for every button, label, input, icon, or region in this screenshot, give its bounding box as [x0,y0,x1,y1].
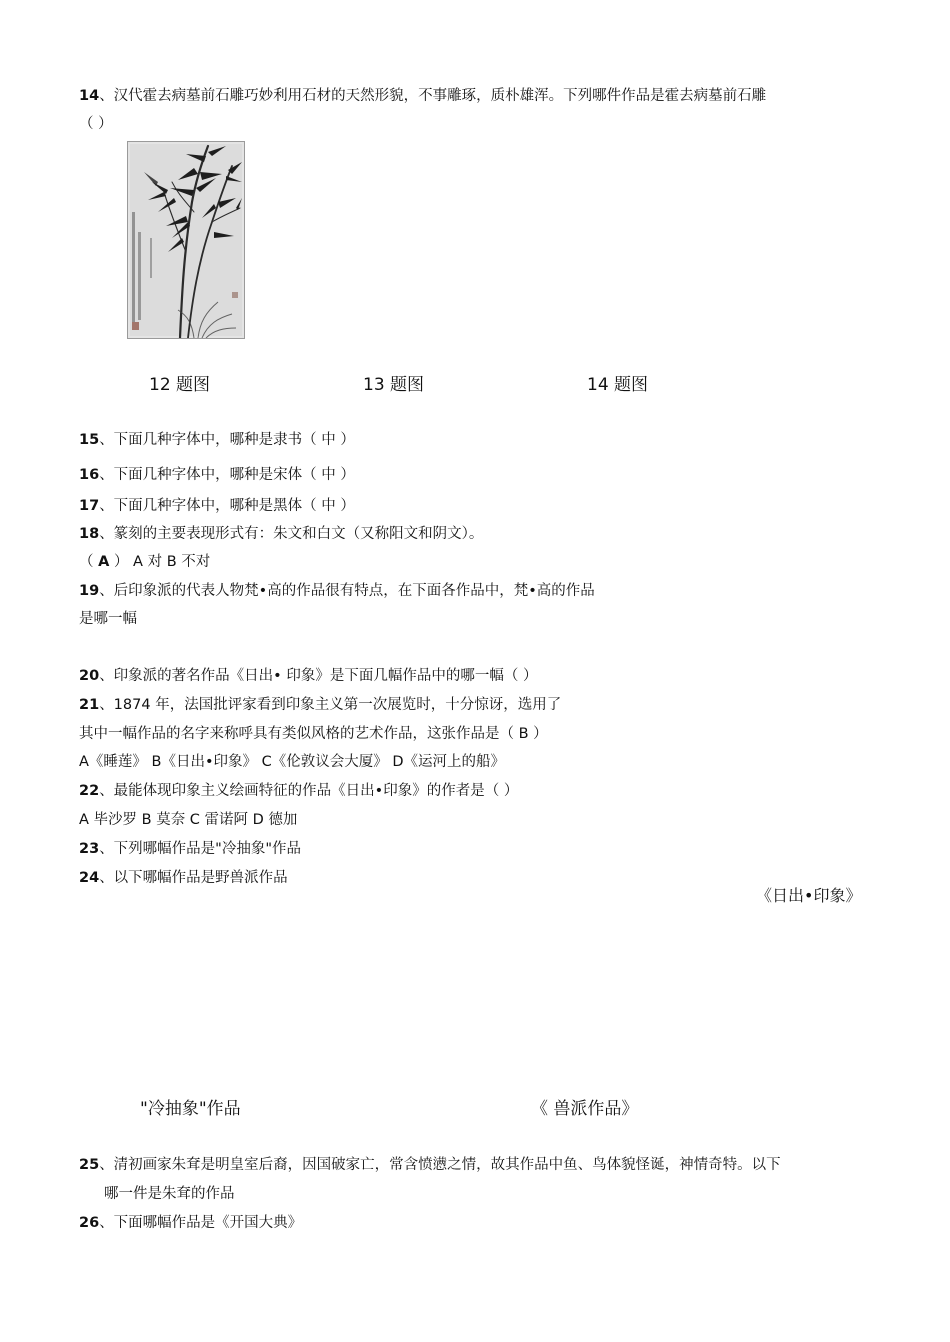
question-22 [79,781,518,801]
caption-figure-14: 14 题图 [587,375,649,395]
question-19-line2: 是哪一幅 [79,611,137,627]
question-17 [79,496,355,516]
question-number: 17 [79,498,100,514]
question-21-line2: 其中一幅作品的名字来称呼具有类似风格的艺术作品，这张作品是（ B ） [79,726,548,742]
question-text: 、最能体现印象主义绘画特征的作品《日出•印象》的作者是（ ） [99,783,519,799]
question-text: 、下列哪幅作品是"冷抽象"作品 [99,841,302,857]
question-20 [79,666,537,686]
question-text: 、1874 年，法国批评家看到印象主义第一次展览时，十分惊讶，选用了 [99,697,562,713]
question-22-options: A 毕沙罗 B 莫奈 C 雷诺阿 D 德加 [79,812,298,828]
question-text: 、下面几种字体中，哪种是隶书（ 中 ） [99,432,355,448]
question-25 [79,1155,781,1175]
question-21 [79,695,561,715]
question-number: 25 [79,1157,100,1173]
question-text: 、以下哪幅作品是野兽派作品 [99,870,288,886]
question-number: 21 [79,697,100,713]
caption-sunrise-impression: 《日出•印象》 [756,886,862,905]
caption-cold-abstract: "冷抽象"作品 [140,1099,241,1119]
question-number: 18 [79,526,100,542]
question-text: 、下面哪幅作品是《开国大典》 [99,1215,303,1231]
question-number: 19 [79,583,100,599]
question-text: 、下面几种字体中，哪种是黑体（ 中 ） [99,498,355,514]
question-18 [79,524,483,544]
answer-options: ） A 对 B 不对 [109,554,211,570]
question-text: 、清初画家朱耷是明皇室后裔，因国破家亡，常含愤懑之情，故其作品中鱼、鸟体貌怪诞，神情奇特。以下 [99,1157,781,1173]
question-26 [79,1213,302,1233]
caption-figure-12: 12 题图 [149,375,211,395]
question-number: 15 [79,432,100,448]
question-23 [79,839,301,859]
question-number: 16 [79,467,100,483]
question-text: 、下面几种字体中，哪种是宋体（ 中 ） [99,467,355,483]
bamboo-ink-painting-image [127,141,245,339]
question-number: 23 [79,841,100,857]
question-19 [79,581,595,601]
question-18-options [79,552,210,572]
question-14 [79,86,766,106]
question-number: 20 [79,668,100,684]
question-text: 、篆刻的主要表现形式有：朱文和白文（又称阳文和阴文）。 [99,526,484,542]
question-text: 、汉代霍去病墓前石雕巧妙利用石材的天然形貌，不事雕琢，质朴雄浑。下列哪件作品是霍去病墓前石雕 [99,88,767,104]
question-number: 26 [79,1215,100,1231]
question-text: 、印象派的著名作品《日出• 印象》是下面几幅作品中的哪一幅（ ） [99,668,538,684]
question-number: 24 [79,870,100,886]
answer-paren-open: （ [79,554,99,570]
question-14-answer-paren: （ ） [79,116,113,132]
question-24 [79,868,288,888]
caption-figure-13: 13 题图 [363,375,425,395]
question-25-line2: 哪一件是朱耷的作品 [104,1186,235,1202]
question-number: 22 [79,783,100,799]
answer-value: A [98,554,110,570]
question-number: 14 [79,88,100,104]
caption-fauvist: 《 兽派作品》 [531,1099,639,1119]
question-text: 、后印象派的代表人物梵•高的作品很有特点，在下面各作品中，梵•高的作品 [99,583,595,599]
question-21-options: A《睡莲》 B《日出•印象》 C《伦敦议会大厦》 D《运河上的船》 [79,754,506,770]
question-15 [79,430,355,450]
question-16 [79,465,355,485]
